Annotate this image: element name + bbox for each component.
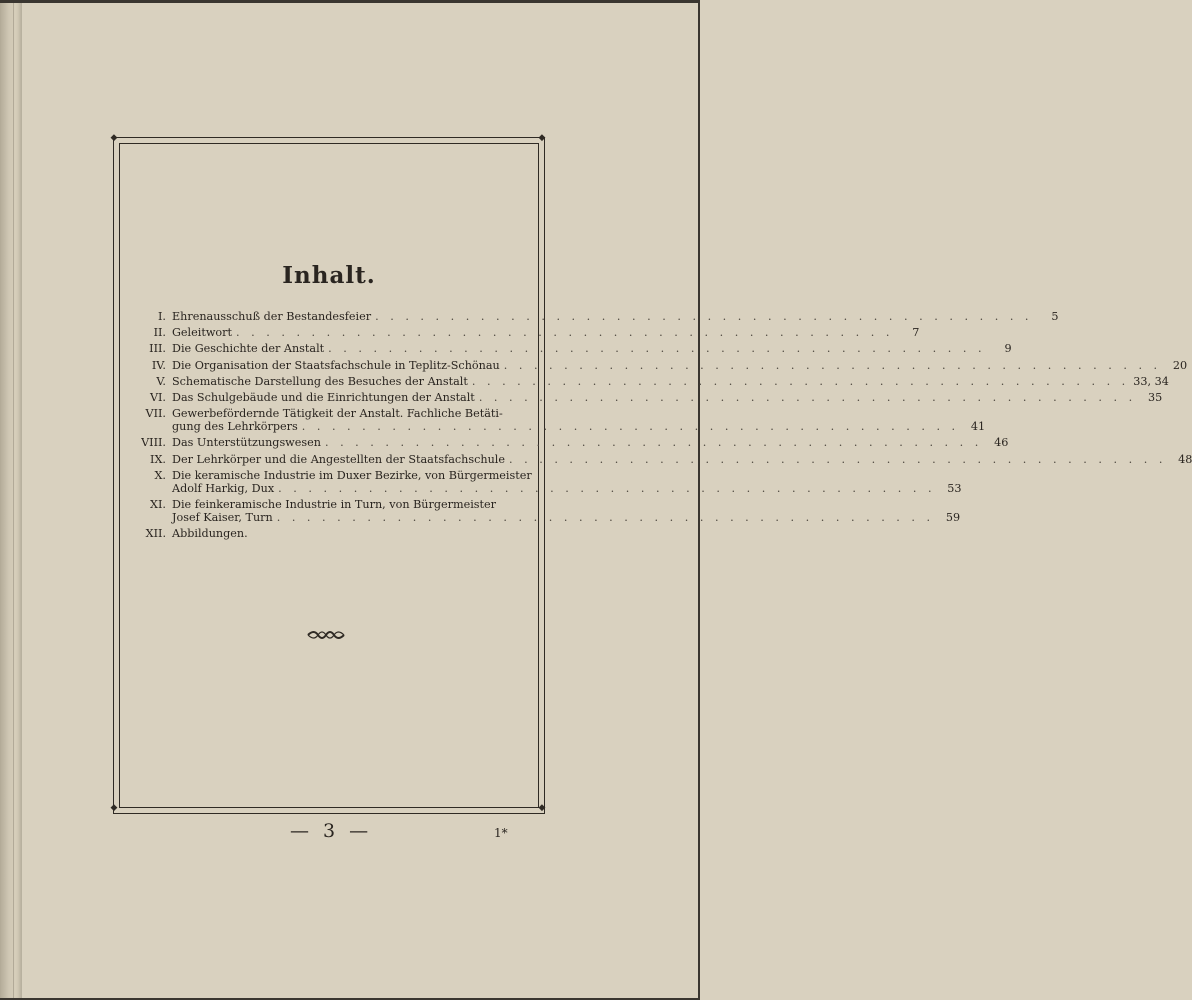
toc-entry [128,527,520,540]
toc-entry-number: VIII. [141,436,166,450]
toc-entry-page: 9 [1004,342,1012,356]
toc-entry [128,310,1059,323]
toc-entry-number: VII. [145,407,166,421]
leader-dots [504,359,1161,372]
toc-entry-title: Schematische Darstellung des Besuches der Anstalt [172,374,468,388]
leader-dots [328,342,985,355]
toc-entry-page: 7 [912,326,920,340]
toc-entry-title: gung des Lehrkörpers [172,420,298,434]
toc-entry [128,497,961,524]
leader-dots [277,511,934,524]
toc-entry-number: IV. [151,358,166,372]
toc-entry-page: 48 [1178,452,1192,466]
toc-entry-page: 41 [970,420,986,434]
toc-entry-number: XI. [150,497,166,511]
toc-entry [128,436,1009,450]
corner-ornament-icon: ◆ [110,803,118,813]
toc-entry [128,342,1012,356]
toc-entry-title: Die Organisation der Staatsfachschule in Teplitz-Schönau [172,358,500,372]
toc-entry-number: III. [149,342,166,356]
toc-entry-title: Der Lehrkörper und die Angestellten der Staatsfachschule [172,452,505,466]
leader-dots [278,482,935,495]
toc-entry-page: 5 [1051,310,1059,323]
toc-entry-number: IX. [150,452,166,466]
leader-dots [472,375,1129,388]
page-number: — 3 — [290,820,373,842]
leader-dots [325,436,982,449]
corner-ornament-icon: ◆ [538,133,546,143]
book-spine [0,0,22,1000]
toc-entry-number: XII. [145,527,166,541]
toc-entry-page: 53 [947,481,962,495]
toc-entry-page: 35 [1147,390,1163,404]
toc-entry [128,407,986,434]
toc-entry-title: Die keramische Industrie im Duxer Bezirke, von Bürgermeister [172,468,532,482]
corner-ornament-icon: ◆ [538,803,546,813]
toc-entry-title: Abbildungen. [172,527,248,541]
toc-entry [128,452,1192,466]
leader-dots [509,453,1166,466]
toc-entry-title: Josef Kaiser, Turn [172,510,273,524]
leader-dots [236,326,893,339]
toc-entry-number: I. [158,310,166,323]
toc-entry-title: Geleitwort [172,326,232,340]
toc-entry-page: 33, 34 [1133,374,1169,388]
toc-entry-number: II. [153,326,166,340]
toc-entry-title: Adolf Harkig, Dux [172,481,275,495]
toc-entry-title: Das Schulgebäude und die Einrichtungen der Anstalt [172,390,475,404]
page-edge-top [0,0,700,3]
toc-entry-title: Die Geschichte der Anstalt [172,342,325,356]
toc-entry-page: 20 [1172,358,1188,372]
toc-entry-page: 59 [945,510,961,524]
toc-entry [128,468,962,495]
corner-ornament-icon: ◆ [110,133,118,143]
toc-entry-title: Das Unterstützungswesen [172,436,321,450]
toc-entry-number: VI. [149,390,166,404]
toc-entry-title: Gewerbefördernde Tätigkeit der Anstalt. Fachliche Betäti- [172,407,503,421]
table-of-contents [128,310,1192,543]
page-title: Inhalt. [282,262,376,289]
toc-entry [128,358,1188,372]
toc-entry [128,390,1163,404]
leader-dots [479,391,1136,404]
toc-entry-title: Die feinkeramische Industrie in Turn, von Bürgermeister [172,497,497,511]
toc-entry-number: X. [154,468,166,482]
toc-entry-number: V. [156,374,166,388]
toc-entry [128,326,920,340]
ornament-icon [306,629,346,641]
toc-entry-title: Ehrenausschuß der Bestandesfeier [172,310,372,323]
signature-mark: 1* [494,826,508,840]
spine-crease [13,0,14,1000]
leader-dots [302,420,959,433]
toc-entry [128,374,1169,388]
toc-entry-page: 46 [994,436,1009,450]
leader-dots [375,310,1032,323]
